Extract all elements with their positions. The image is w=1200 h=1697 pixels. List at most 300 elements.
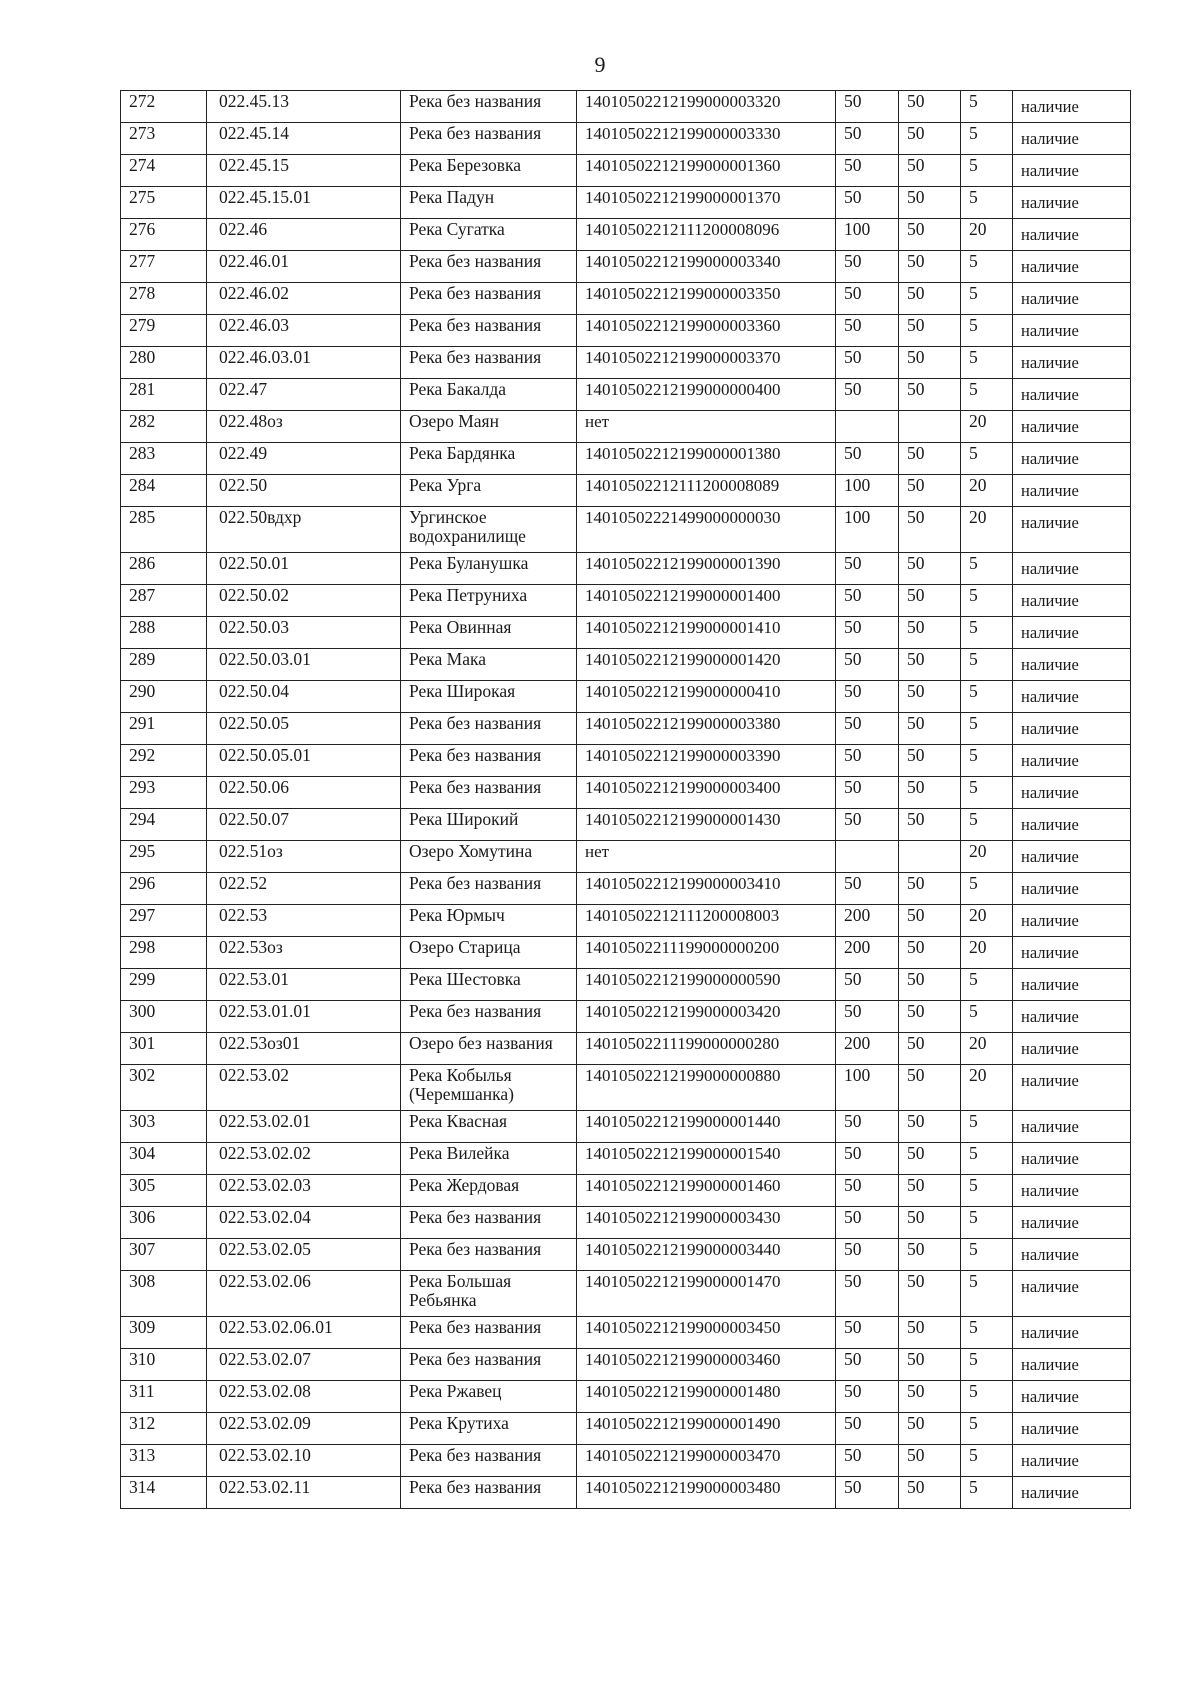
value-a: 50 (836, 443, 899, 475)
status-cell: наличие (1013, 745, 1131, 777)
value-a: 50 (836, 379, 899, 411)
table-row (121, 315, 1131, 347)
table-row (121, 1175, 1131, 1207)
object-code: 022.53.02.06.01 (207, 1317, 401, 1349)
page-number: 9 (594, 52, 606, 77)
value-b: 50 (899, 507, 961, 553)
object-name: Река Бакалда (401, 379, 577, 411)
value-b: 50 (899, 1033, 961, 1065)
value-a: 200 (836, 905, 899, 937)
object-code: 022.53.02.06 (207, 1271, 401, 1317)
value-c: 5 (961, 251, 1013, 283)
object-code: 022.45.15.01 (207, 187, 401, 219)
value-c: 5 (961, 1381, 1013, 1413)
status-cell: наличие (1013, 937, 1131, 969)
table-row (121, 443, 1131, 475)
status-cell: наличие (1013, 553, 1131, 585)
value-a: 50 (836, 1239, 899, 1271)
object-code: 022.50.07 (207, 809, 401, 841)
table-row (121, 873, 1131, 905)
value-c: 5 (961, 347, 1013, 379)
table-row (121, 1317, 1131, 1349)
object-name: Река Петруниха (401, 585, 577, 617)
table-body (121, 91, 1131, 1509)
registry-code: 14010502212111200008003 (577, 905, 836, 937)
registry-code: 14010502212199000003320 (577, 91, 836, 123)
registry-code: 14010502221499000000030 (577, 507, 836, 553)
row-number: 282 (121, 411, 207, 443)
value-c: 5 (961, 315, 1013, 347)
status-cell: наличие (1013, 91, 1131, 123)
row-number: 276 (121, 219, 207, 251)
row-number: 275 (121, 187, 207, 219)
status-cell: наличие (1013, 1349, 1131, 1381)
table-row (121, 1413, 1131, 1445)
object-code: 022.50.05 (207, 713, 401, 745)
table-row (121, 1477, 1131, 1509)
value-b: 50 (899, 777, 961, 809)
value-b: 50 (899, 475, 961, 507)
value-c: 5 (961, 745, 1013, 777)
object-name: Река Сугатка (401, 219, 577, 251)
status-cell: наличие (1013, 1065, 1131, 1111)
row-number: 314 (121, 1477, 207, 1509)
object-name: Река без названия (401, 347, 577, 379)
status-cell: наличие (1013, 1445, 1131, 1477)
object-code: 022.50.02 (207, 585, 401, 617)
registry-code: 14010502212199000003350 (577, 283, 836, 315)
object-name: Река без названия (401, 1445, 577, 1477)
status-cell: наличие (1013, 1207, 1131, 1239)
value-c: 20 (961, 411, 1013, 443)
registry-code: 14010502212199000000880 (577, 1065, 836, 1111)
table-row (121, 937, 1131, 969)
value-b: 50 (899, 553, 961, 585)
object-code: 022.53.02.01 (207, 1111, 401, 1143)
row-number: 309 (121, 1317, 207, 1349)
object-code: 022.53.02.04 (207, 1207, 401, 1239)
table-row (121, 681, 1131, 713)
row-number: 299 (121, 969, 207, 1001)
value-c: 20 (961, 219, 1013, 251)
value-c: 5 (961, 553, 1013, 585)
value-a: 50 (836, 809, 899, 841)
object-name: Река без названия (401, 873, 577, 905)
registry-code: 14010502212199000000400 (577, 379, 836, 411)
status-cell: наличие (1013, 219, 1131, 251)
object-name: Река Крутиха (401, 1413, 577, 1445)
value-a: 50 (836, 1349, 899, 1381)
object-code: 022.46.01 (207, 251, 401, 283)
registry-code: 14010502212111200008096 (577, 219, 836, 251)
value-a: 50 (836, 123, 899, 155)
value-a: 50 (836, 1413, 899, 1445)
table-row (121, 475, 1131, 507)
row-number: 294 (121, 809, 207, 841)
row-number: 295 (121, 841, 207, 873)
registry-code: 14010502212199000001420 (577, 649, 836, 681)
registry-code: 14010502212199000003460 (577, 1349, 836, 1381)
status-cell: наличие (1013, 251, 1131, 283)
value-a: 50 (836, 585, 899, 617)
object-code: 022.46.03 (207, 315, 401, 347)
object-name: Река Широкая (401, 681, 577, 713)
registry-code: 14010502212199000003430 (577, 1207, 836, 1239)
registry-code: 14010502212199000001490 (577, 1413, 836, 1445)
value-a: 100 (836, 507, 899, 553)
object-name: Река Вилейка (401, 1143, 577, 1175)
value-a: 50 (836, 251, 899, 283)
object-name: Река Большая Ребьянка (401, 1271, 577, 1317)
table-row (121, 1143, 1131, 1175)
object-code: 022.46 (207, 219, 401, 251)
registry-code: 14010502212199000001430 (577, 809, 836, 841)
row-number: 286 (121, 553, 207, 585)
value-b: 50 (899, 1239, 961, 1271)
status-cell: наличие (1013, 347, 1131, 379)
status-cell: наличие (1013, 443, 1131, 475)
value-c: 5 (961, 649, 1013, 681)
value-b: 50 (899, 681, 961, 713)
value-a: 100 (836, 475, 899, 507)
registry-code: 14010502211199000000200 (577, 937, 836, 969)
value-a: 50 (836, 745, 899, 777)
registry-code: 14010502212199000000590 (577, 969, 836, 1001)
table-row (121, 251, 1131, 283)
table-row (121, 347, 1131, 379)
value-a: 50 (836, 1445, 899, 1477)
row-number: 281 (121, 379, 207, 411)
object-name: Река Овинная (401, 617, 577, 649)
value-a: 50 (836, 713, 899, 745)
value-a: 50 (836, 1001, 899, 1033)
value-b: 50 (899, 155, 961, 187)
table-row (121, 713, 1131, 745)
object-code: 022.53.02.09 (207, 1413, 401, 1445)
row-number: 312 (121, 1413, 207, 1445)
object-name: Река Бардянка (401, 443, 577, 475)
value-c: 5 (961, 1317, 1013, 1349)
row-number: 291 (121, 713, 207, 745)
object-name: Река Ржавец (401, 1381, 577, 1413)
object-code: 022.53.02.05 (207, 1239, 401, 1271)
object-name: Река без названия (401, 91, 577, 123)
object-name: Река Шестовка (401, 969, 577, 1001)
object-name: Озеро Старица (401, 937, 577, 969)
value-c: 5 (961, 1445, 1013, 1477)
registry-code: 14010502212199000003370 (577, 347, 836, 379)
value-b: 50 (899, 1175, 961, 1207)
table-row (121, 187, 1131, 219)
value-a (836, 411, 899, 443)
value-c: 5 (961, 379, 1013, 411)
value-b: 50 (899, 1317, 961, 1349)
value-c: 5 (961, 187, 1013, 219)
value-b: 50 (899, 219, 961, 251)
table-row (121, 507, 1131, 553)
registry-code: 14010502212199000001460 (577, 1175, 836, 1207)
value-b: 50 (899, 745, 961, 777)
table-row (121, 841, 1131, 873)
row-number: 306 (121, 1207, 207, 1239)
status-cell: наличие (1013, 411, 1131, 443)
row-number: 283 (121, 443, 207, 475)
registry-code: 14010502212199000001410 (577, 617, 836, 649)
object-code: 022.50.01 (207, 553, 401, 585)
value-a: 50 (836, 617, 899, 649)
table-row (121, 649, 1131, 681)
row-number: 279 (121, 315, 207, 347)
status-cell: наличие (1013, 649, 1131, 681)
value-c: 5 (961, 1111, 1013, 1143)
value-b: 50 (899, 91, 961, 123)
object-code: 022.53.02.08 (207, 1381, 401, 1413)
status-cell: наличие (1013, 1033, 1131, 1065)
status-cell: наличие (1013, 315, 1131, 347)
status-cell: наличие (1013, 905, 1131, 937)
value-c: 5 (961, 969, 1013, 1001)
object-name: Река без названия (401, 1477, 577, 1509)
value-c: 20 (961, 841, 1013, 873)
object-code: 022.53.01.01 (207, 1001, 401, 1033)
object-name: Река Падун (401, 187, 577, 219)
value-c: 5 (961, 1477, 1013, 1509)
object-name: Река без названия (401, 1207, 577, 1239)
row-number: 307 (121, 1239, 207, 1271)
registry-code: 14010502212199000003480 (577, 1477, 836, 1509)
status-cell: наличие (1013, 123, 1131, 155)
value-c: 20 (961, 475, 1013, 507)
object-name: Река Кобылья (Черемшанка) (401, 1065, 577, 1111)
value-a: 200 (836, 1033, 899, 1065)
object-code: 022.53.02.02 (207, 1143, 401, 1175)
table-row (121, 91, 1131, 123)
table-row (121, 905, 1131, 937)
status-cell: наличие (1013, 1413, 1131, 1445)
object-code: 022.51оз (207, 841, 401, 873)
registry-code: нет (577, 411, 836, 443)
object-name: Река Квасная (401, 1111, 577, 1143)
registry-code: 14010502212199000003440 (577, 1239, 836, 1271)
status-cell: наличие (1013, 809, 1131, 841)
table-row (121, 1207, 1131, 1239)
value-c: 5 (961, 617, 1013, 649)
value-a: 50 (836, 1143, 899, 1175)
object-code: 022.50.04 (207, 681, 401, 713)
status-cell: наличие (1013, 1239, 1131, 1271)
value-b: 50 (899, 713, 961, 745)
value-c: 5 (961, 91, 1013, 123)
value-c: 5 (961, 443, 1013, 475)
registry-code: 14010502212199000003330 (577, 123, 836, 155)
row-number: 289 (121, 649, 207, 681)
registry-code: 14010502212199000003410 (577, 873, 836, 905)
row-number: 300 (121, 1001, 207, 1033)
row-number: 290 (121, 681, 207, 713)
row-number: 277 (121, 251, 207, 283)
object-name: Озеро без названия (401, 1033, 577, 1065)
registry-code: 14010502212199000003420 (577, 1001, 836, 1033)
object-name: Река Жердовая (401, 1175, 577, 1207)
value-b (899, 411, 961, 443)
value-c: 5 (961, 155, 1013, 187)
value-c: 5 (961, 873, 1013, 905)
object-code: 022.53.02.07 (207, 1349, 401, 1381)
status-cell: наличие (1013, 475, 1131, 507)
row-number: 274 (121, 155, 207, 187)
object-name: Река без названия (401, 745, 577, 777)
value-c: 5 (961, 123, 1013, 155)
status-cell: наличие (1013, 1381, 1131, 1413)
value-c: 5 (961, 777, 1013, 809)
registry-code: нет (577, 841, 836, 873)
status-cell: наличие (1013, 873, 1131, 905)
value-b: 50 (899, 251, 961, 283)
object-code: 022.50 (207, 475, 401, 507)
status-cell: наличие (1013, 1317, 1131, 1349)
row-number: 297 (121, 905, 207, 937)
value-a (836, 841, 899, 873)
row-number: 298 (121, 937, 207, 969)
object-name: Река Урга (401, 475, 577, 507)
object-name: Озеро Хомутина (401, 841, 577, 873)
row-number: 287 (121, 585, 207, 617)
table-row (121, 617, 1131, 649)
value-b: 50 (899, 873, 961, 905)
value-b: 50 (899, 649, 961, 681)
row-number: 293 (121, 777, 207, 809)
value-a: 50 (836, 969, 899, 1001)
value-c: 5 (961, 1413, 1013, 1445)
object-code: 022.53.02.03 (207, 1175, 401, 1207)
table-row (121, 745, 1131, 777)
object-name: Река без названия (401, 251, 577, 283)
value-a: 50 (836, 91, 899, 123)
registry-code: 14010502212199000001400 (577, 585, 836, 617)
row-number: 313 (121, 1445, 207, 1477)
value-b: 50 (899, 905, 961, 937)
status-cell: наличие (1013, 1001, 1131, 1033)
row-number: 280 (121, 347, 207, 379)
value-b: 50 (899, 1001, 961, 1033)
row-number: 301 (121, 1033, 207, 1065)
table-row (121, 969, 1131, 1001)
object-code: 022.53.02 (207, 1065, 401, 1111)
object-code: 022.52 (207, 873, 401, 905)
status-cell: наличие (1013, 187, 1131, 219)
object-name: Река без названия (401, 777, 577, 809)
value-b: 50 (899, 617, 961, 649)
water-bodies-table (120, 90, 1131, 1509)
row-number: 311 (121, 1381, 207, 1413)
value-c: 5 (961, 809, 1013, 841)
object-code: 022.53.02.11 (207, 1477, 401, 1509)
registry-code: 14010502211199000000280 (577, 1033, 836, 1065)
registry-code: 14010502212199000001360 (577, 155, 836, 187)
value-b: 50 (899, 347, 961, 379)
value-a: 50 (836, 1477, 899, 1509)
registry-code: 14010502212199000003390 (577, 745, 836, 777)
status-cell: наличие (1013, 777, 1131, 809)
table-row (121, 777, 1131, 809)
status-cell: наличие (1013, 713, 1131, 745)
row-number: 304 (121, 1143, 207, 1175)
row-number: 296 (121, 873, 207, 905)
status-cell: наличие (1013, 841, 1131, 873)
table-row (121, 809, 1131, 841)
value-c: 5 (961, 1175, 1013, 1207)
object-code: 022.53оз (207, 937, 401, 969)
value-a: 50 (836, 553, 899, 585)
object-code: 022.50.03 (207, 617, 401, 649)
object-name: Река без названия (401, 283, 577, 315)
value-c: 5 (961, 1271, 1013, 1317)
value-c: 5 (961, 681, 1013, 713)
table-row (121, 1349, 1131, 1381)
table-row (121, 283, 1131, 315)
table-row (121, 1381, 1131, 1413)
row-number: 303 (121, 1111, 207, 1143)
object-name: Река без названия (401, 713, 577, 745)
status-cell: наличие (1013, 379, 1131, 411)
table-row (121, 219, 1131, 251)
registry-code: 14010502212199000003340 (577, 251, 836, 283)
value-b: 50 (899, 283, 961, 315)
value-b: 50 (899, 1271, 961, 1317)
object-code: 022.47 (207, 379, 401, 411)
registry-code: 14010502212199000003360 (577, 315, 836, 347)
registry-code: 14010502212199000003470 (577, 1445, 836, 1477)
status-cell: наличие (1013, 1175, 1131, 1207)
object-code: 022.45.13 (207, 91, 401, 123)
value-b: 50 (899, 443, 961, 475)
value-a: 100 (836, 219, 899, 251)
value-a: 50 (836, 155, 899, 187)
table-row (121, 1111, 1131, 1143)
registry-code: 14010502212199000001540 (577, 1143, 836, 1175)
value-b: 50 (899, 1413, 961, 1445)
row-number: 308 (121, 1271, 207, 1317)
object-code: 022.49 (207, 443, 401, 475)
object-name: Река Широкий (401, 809, 577, 841)
object-code: 022.53.02.10 (207, 1445, 401, 1477)
table-row (121, 1065, 1131, 1111)
registry-code: 14010502212199000003380 (577, 713, 836, 745)
registry-code: 14010502212199000001380 (577, 443, 836, 475)
row-number: 302 (121, 1065, 207, 1111)
object-code: 022.50.03.01 (207, 649, 401, 681)
table-row (121, 155, 1131, 187)
value-b: 50 (899, 1349, 961, 1381)
status-cell: наличие (1013, 155, 1131, 187)
object-code: 022.45.15 (207, 155, 401, 187)
value-c: 20 (961, 507, 1013, 553)
status-cell: наличие (1013, 585, 1131, 617)
object-name: Река Буланушка (401, 553, 577, 585)
value-a: 50 (836, 283, 899, 315)
table-row (121, 123, 1131, 155)
object-code: 022.46.03.01 (207, 347, 401, 379)
value-c: 20 (961, 1065, 1013, 1111)
value-b: 50 (899, 1207, 961, 1239)
value-b: 50 (899, 969, 961, 1001)
value-c: 5 (961, 1349, 1013, 1381)
value-b (899, 841, 961, 873)
object-name: Озеро Маян (401, 411, 577, 443)
value-a: 100 (836, 1065, 899, 1111)
object-code: 022.50вдхр (207, 507, 401, 553)
object-code: 022.53.01 (207, 969, 401, 1001)
